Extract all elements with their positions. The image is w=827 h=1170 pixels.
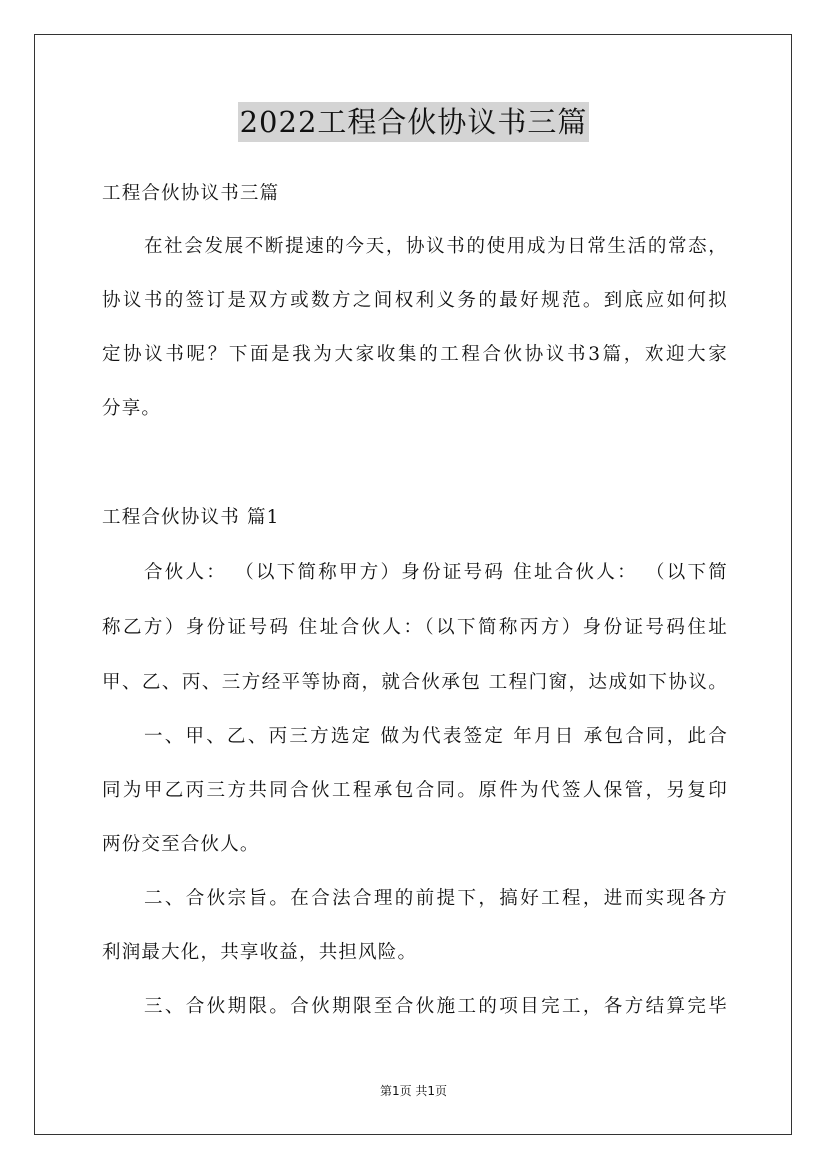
body-line-8: 甲、乙、丙、三方经平等协商，就合伙承包 工程门窗，达成如下协议。	[102, 672, 728, 693]
page-footer: 第1页 共1页	[379, 1084, 448, 1098]
body-line-7: 称乙方）身份证号码 住址合伙人：（以下简称丙方）身份证号码住址	[102, 617, 728, 638]
body-line-9: 一、甲、乙、丙三方选定 做为代表签定 年月日 承包合同，此合	[144, 726, 728, 747]
section-heading: 工程合伙协议书 篇1	[102, 507, 280, 528]
body-line-3: 定协议书呢？下面是我为大家收集的工程合伙协议书3篇，欢迎大家	[102, 344, 728, 365]
subtitle-line: 工程合伙协议书三篇	[102, 183, 280, 204]
body-line-13: 利润最大化，共享收益，共担风险。	[102, 942, 418, 963]
document-title: 2022工程合伙协议书三篇	[238, 102, 590, 142]
body-line-6: 合伙人： （以下简称甲方）身份证号码 住址合伙人： （以下简	[144, 562, 728, 583]
body-line-11: 两份交至合伙人。	[102, 834, 260, 855]
title-container	[0, 102, 827, 142]
body-line-4: 分享。	[102, 398, 162, 419]
body-line-14: 三、合伙期限。合伙期限至合伙施工的项目完工，各方结算完毕	[144, 996, 728, 1017]
body-line-12: 二、合伙宗旨。在合法合理的前提下，搞好工程，进而实现各方	[144, 888, 728, 909]
body-line-2: 协议书的签订是双方或数方之间权利义务的最好规范。到底应如何拟	[102, 290, 728, 311]
body-line-1: 在社会发展不断提速的今天，协议书的使用成为日常生活的常态，	[144, 236, 728, 257]
body-line-10: 同为甲乙丙三方共同合伙工程承包合同。原件为代签人保管，另复印	[102, 780, 728, 801]
